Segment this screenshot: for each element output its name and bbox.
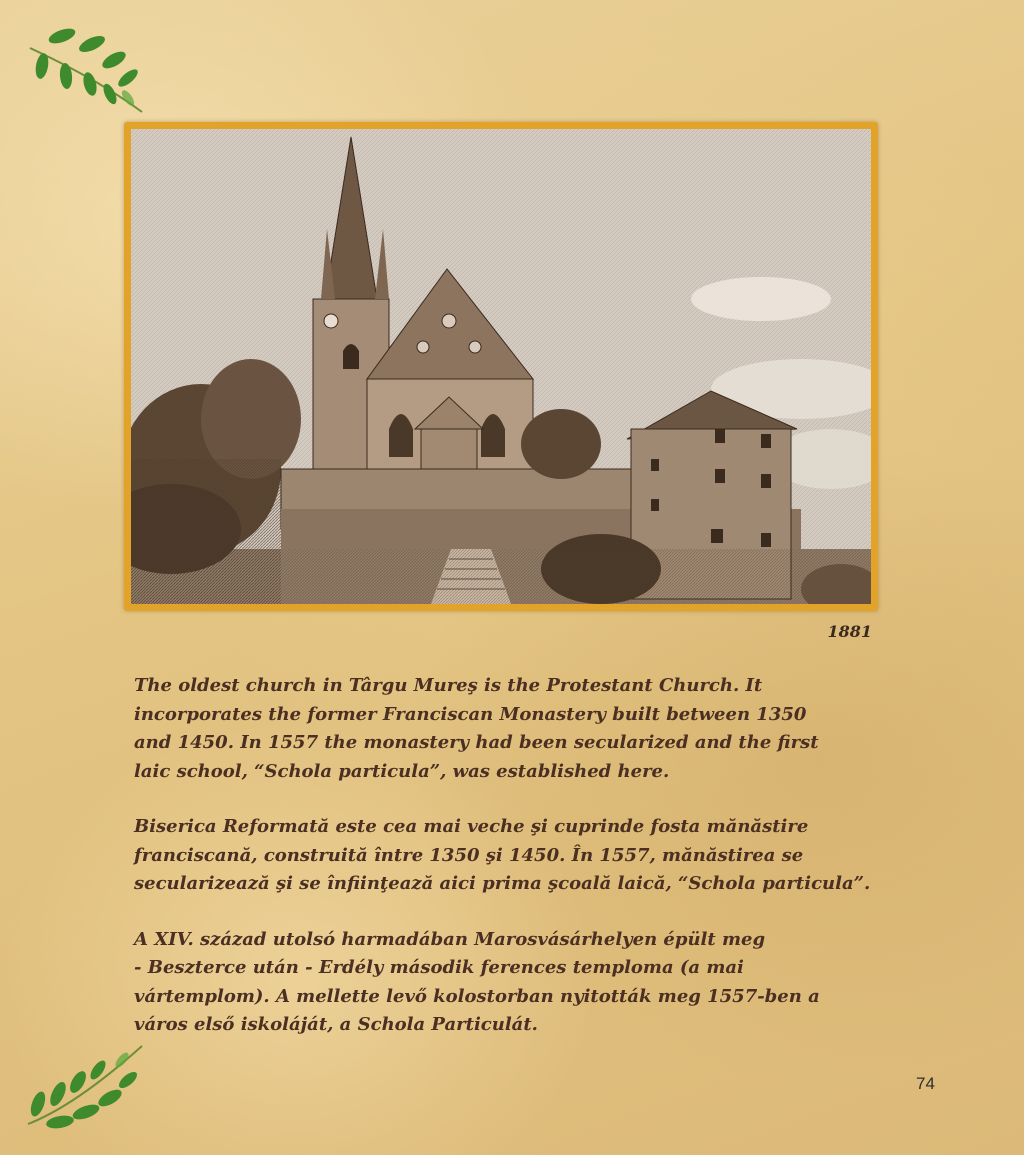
engraving-image: [131, 129, 871, 604]
church-engraving-illustration: [124, 122, 878, 611]
paragraph-romanian: Biserica Reformată este cea mai veche şi cuprinde fosta mănăstire franciscană, construită între 1350 şi 1450. În 1557, mănăstirea se secularizează şi se înfiinţează aici prima şcoală laică, “Schola particula”.: [134, 816, 871, 894]
leaf-sprig-icon: [24, 24, 148, 116]
image-caption-year: 1881: [827, 622, 872, 641]
page-number: 74: [916, 1074, 935, 1093]
leaf-sprig-icon: [24, 1040, 148, 1132]
paragraph-hungarian: A XIV. század utolsó harmadában Marosvásárhelyen épült meg - Beszterce után - Erdély második ferences temploma (a mai vártemplom). A mellette levő kolostorban nyitották meg 1557-ben a város első iskoláját, a Schola Particulát.: [134, 928, 820, 1035]
body-text: [134, 672, 934, 1067]
paragraph-english: The oldest church in Târgu Mureş is the Protestant Church. It incorporates the former Franciscan Monastery built between 1350 and 1450. In 1557 the monastery had been secularized and the first laic school, “Schola particula”, was established here.: [134, 675, 819, 782]
